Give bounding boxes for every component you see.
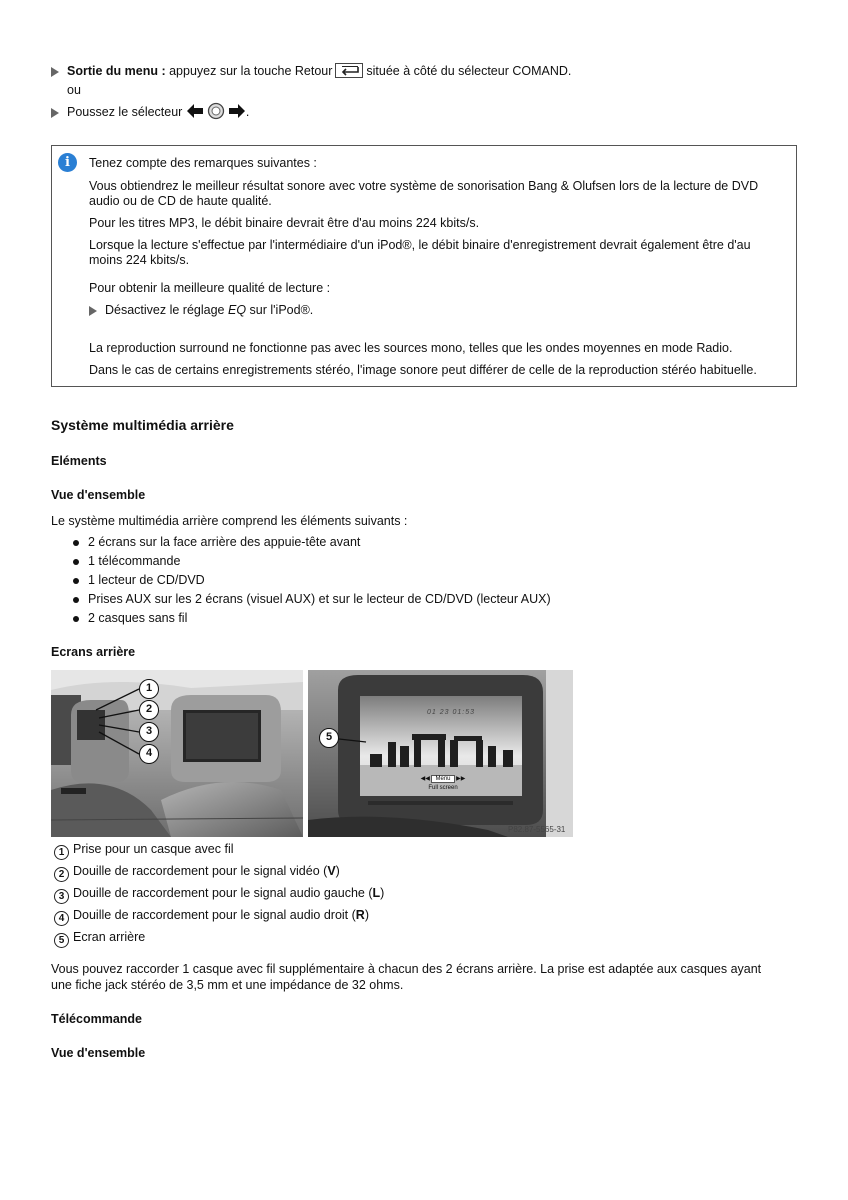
note-p1-line2: audio ou de CD de haute qualité. [89, 194, 272, 208]
step-arrow-icon [89, 306, 97, 316]
legend-text: Douille de raccordement pour le signal audio gauche ( [73, 886, 373, 900]
list-item-text: Prises AUX sur les 2 écrans (visuel AUX) et sur le lecteur de CD/DVD (lecteur AUX) [88, 592, 551, 606]
exit-text-b: située à côté du sélecteur COMAND. [366, 64, 572, 78]
bullet-icon [73, 597, 79, 603]
prev-icon: ◀◀ [420, 776, 430, 782]
legend-item [54, 907, 369, 926]
step-arrow-icon [51, 67, 59, 77]
back-key-icon [335, 63, 363, 78]
bullet-icon [73, 559, 79, 565]
exit-text-a: appuyez sur la touche Retour [169, 64, 333, 78]
figure-code: P82.87-5565-31 [508, 825, 566, 834]
legend-number: 1 [54, 845, 69, 860]
callout-1: 1 [139, 679, 159, 699]
push-end: . [245, 105, 250, 119]
step-arrow-icon [51, 108, 59, 118]
legend-item [54, 929, 145, 948]
note-p2: Pour les titres MP3, le débit binaire devrait être d'au moins 224 kbits/s. [89, 216, 480, 230]
list-item-text: 2 écrans sur la face arrière des appuie-tête avant [88, 535, 361, 549]
controller-left-right-icon [186, 102, 246, 124]
note-step-b: sur l'iPod®. [249, 303, 314, 317]
note-p6: Dans le cas de certains enregistrements stéréo, l'image sonore peut différer de celle de la reproduction stéréo habituelle. [89, 363, 757, 377]
list-item-text: 2 casques sans fil [88, 611, 188, 625]
legend-number: 3 [54, 889, 69, 904]
note-p4: Pour obtenir la meilleure qualité de lecture : [89, 281, 331, 295]
screen-time: 01 23 01:53 [427, 709, 475, 716]
remote-heading: Télécommande [51, 1012, 143, 1026]
legend-text: Ecran arrière [73, 930, 146, 944]
legend-text: Douille de raccordement pour le signal vidéo ( [73, 864, 328, 878]
section-title: Système multimédia arrière [51, 417, 234, 433]
legend-bold: L [372, 886, 381, 900]
legend-bold: V [327, 864, 336, 878]
list-item [73, 572, 205, 588]
section-intro: Le système multimédia arrière comprend les éléments suivants : [51, 514, 408, 528]
legend-number: 4 [54, 911, 69, 926]
bullet-icon [73, 616, 79, 622]
list-item-text: 1 lecteur de CD/DVD [88, 573, 205, 587]
para-line1: Vous pouvez raccorder 1 casque avec fil supplémentaire à chacun des 2 écrans arrière. La prise est adaptée aux casques ayant [51, 962, 762, 976]
screen-menu-label: Menu [431, 775, 454, 783]
overview-heading: Vue d'ensemble [51, 488, 146, 502]
legend-end: ) [364, 908, 369, 922]
list-item [73, 610, 187, 626]
list-item-text: 1 télécommande [88, 554, 181, 568]
next-icon: ▶▶ [456, 776, 466, 782]
legend-item [54, 885, 384, 904]
screen-sub-label: Full screen [428, 785, 458, 791]
note-step-a: Désactivez le réglage [105, 303, 225, 317]
legend-end: ) [380, 886, 385, 900]
para-line2: une fiche jack stéréo de 3,5 mm et une impédance de 32 ohms. [51, 978, 404, 992]
push-text: Poussez le sélecteur [67, 105, 183, 119]
exit-label: Sortie du menu : [67, 64, 166, 78]
callout-4: 4 [139, 744, 159, 764]
or-text: ou [67, 83, 81, 97]
note-p3-line2: moins 224 kbits/s. [89, 253, 190, 267]
note-step-em: EQ [228, 303, 247, 317]
callout-3: 3 [139, 722, 159, 742]
list-item [73, 591, 551, 607]
photo-rear-screen [308, 670, 573, 837]
note-intro: Tenez compte des remarques suivantes : [89, 156, 317, 170]
push-instruction [51, 102, 249, 124]
photo-headrests [51, 670, 303, 837]
callout-2: 2 [139, 700, 159, 720]
legend-number: 2 [54, 867, 69, 882]
list-item [73, 553, 180, 569]
screens-heading: Ecrans arrière [51, 645, 136, 659]
legend-text: Prise pour un casque avec fil [73, 842, 234, 856]
legend-item [54, 841, 234, 860]
remote-overview-heading: Vue d'ensemble [51, 1046, 146, 1060]
bullet-icon [73, 578, 79, 584]
note-p5: La reproduction surround ne fonctionne pas avec les sources mono, telles que les ondes moyennes en mode Radio. [89, 341, 733, 355]
legend-item [54, 863, 340, 882]
legend-number: 5 [54, 933, 69, 948]
exit-instruction [51, 63, 571, 79]
note-p1-line1: Vous obtiendrez le meilleur résultat sonore avec votre système de sonorisation Bang & Olufsen lors de la lecture de DVD [89, 179, 759, 193]
legend-bold: R [355, 908, 365, 922]
callout-5: 5 [319, 728, 339, 748]
legend-end: ) [335, 864, 340, 878]
info-icon: i [58, 153, 77, 172]
elements-heading: Eléments [51, 454, 107, 468]
note-p3-line1: Lorsque la lecture s'effectue par l'intermédiaire d'un iPod®, le débit binaire d'enregistrement devrait également être d'au [89, 238, 751, 252]
bullet-icon [73, 540, 79, 546]
note-step [89, 302, 313, 318]
list-item [73, 534, 360, 550]
legend-text: Douille de raccordement pour le signal audio droit ( [73, 908, 356, 922]
